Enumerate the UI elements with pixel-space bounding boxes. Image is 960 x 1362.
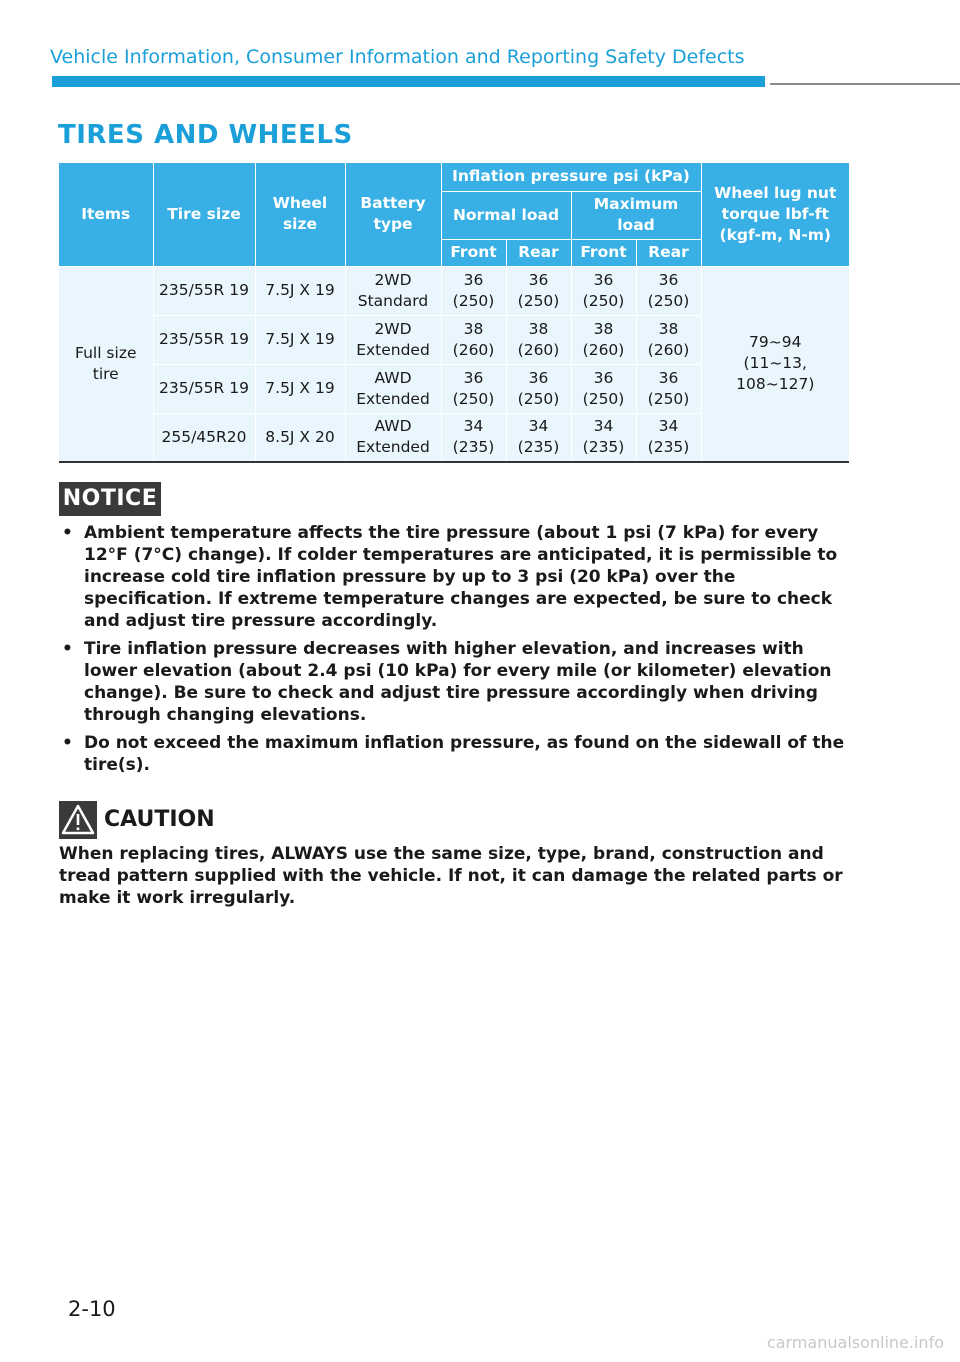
max-front-cell bbox=[571, 364, 636, 413]
list-item bbox=[62, 638, 852, 726]
torque-lbf-ft: 79~94 bbox=[749, 333, 802, 352]
max-rear-cell bbox=[636, 413, 701, 462]
warning-triangle-svg bbox=[59, 801, 97, 839]
battery-type-cell bbox=[345, 413, 441, 462]
bullet: • bbox=[62, 639, 73, 659]
kpa-value: (260) bbox=[517, 340, 560, 359]
watermark: carmanualsonline.info bbox=[766, 1333, 944, 1352]
normal-front-cell bbox=[441, 266, 506, 315]
normal-rear-cell bbox=[506, 413, 571, 462]
max-rear-cell bbox=[636, 266, 701, 315]
battery-range: Extended bbox=[356, 438, 430, 457]
header-normal-load: Normal load bbox=[441, 191, 571, 239]
kpa-value: (260) bbox=[582, 340, 625, 359]
kpa-value: (250) bbox=[452, 291, 495, 310]
header-lug-nut-torque: Wheel lug nut torque lbf-ft (kgf-m, N-m) bbox=[701, 163, 849, 266]
battery-type-cell bbox=[345, 315, 441, 364]
psi-value: 36 bbox=[528, 368, 549, 387]
max-rear-cell bbox=[636, 364, 701, 413]
kpa-value: (235) bbox=[517, 438, 560, 457]
battery-drive: 2WD bbox=[374, 319, 412, 338]
notice-list bbox=[62, 522, 852, 782]
max-front-cell bbox=[571, 413, 636, 462]
bullet: • bbox=[62, 733, 73, 753]
battery-range: Extended bbox=[356, 340, 430, 359]
header-maximum-load: Maximum load bbox=[571, 191, 701, 239]
header-rule-gray bbox=[770, 83, 960, 85]
psi-value: 34 bbox=[593, 417, 614, 436]
kpa-value: (235) bbox=[647, 438, 690, 457]
kpa-value: (250) bbox=[582, 389, 625, 408]
notice-text: Tire inflation pressure decreases with higher elevation, and increases with lower elevation (about 2.4 psi (10 kPa) for every mile (or kilometer) elevation change). Be sure to check and adjust tire pressure accordingly when driving through changing elevations. bbox=[84, 639, 832, 725]
kpa-value: (250) bbox=[517, 291, 560, 310]
header-tire-size: Tire size bbox=[153, 163, 255, 266]
normal-front-cell bbox=[441, 364, 506, 413]
psi-value: 38 bbox=[658, 319, 679, 338]
page-number: 2-10 bbox=[68, 1297, 116, 1321]
table-row bbox=[59, 266, 849, 315]
max-front-cell bbox=[571, 266, 636, 315]
wheel-size-cell: 7.5J X 19 bbox=[255, 266, 345, 315]
tire-size-cell: 235/55R 19 bbox=[153, 364, 255, 413]
battery-type-cell bbox=[345, 364, 441, 413]
normal-front-cell bbox=[441, 315, 506, 364]
header-normal-rear: Rear bbox=[506, 239, 571, 266]
kpa-value: (235) bbox=[582, 438, 625, 457]
header-normal-front: Front bbox=[441, 239, 506, 266]
kpa-value: (250) bbox=[647, 389, 690, 408]
header-rule-blue bbox=[52, 76, 765, 87]
header-inflation-pressure: Inflation pressure psi (kPa) bbox=[441, 163, 701, 191]
caution-label: CAUTION bbox=[104, 807, 215, 832]
normal-rear-cell bbox=[506, 266, 571, 315]
psi-value: 38 bbox=[593, 319, 614, 338]
psi-value: 36 bbox=[658, 270, 679, 289]
kpa-value: (260) bbox=[452, 340, 495, 359]
kpa-value: (250) bbox=[452, 389, 495, 408]
psi-value: 36 bbox=[658, 368, 679, 387]
kpa-value: (250) bbox=[582, 291, 625, 310]
list-item bbox=[62, 522, 852, 632]
caution-text: When replacing tires, ALWAYS use the same size, type, brand, construction and tread pattern supplied with the vehicle. If not, it can damage the related parts or make it work irregularly. bbox=[59, 844, 843, 908]
kpa-value: (260) bbox=[647, 340, 690, 359]
tire-specs-table bbox=[59, 163, 849, 463]
kpa-value: (250) bbox=[647, 291, 690, 310]
header-items: Items bbox=[59, 163, 153, 266]
warning-triangle-icon bbox=[59, 801, 97, 839]
header-max-rear: Rear bbox=[636, 239, 701, 266]
normal-rear-cell bbox=[506, 364, 571, 413]
lug-nut-torque-cell bbox=[701, 266, 849, 462]
kpa-value: (250) bbox=[517, 389, 560, 408]
wheel-size-cell: 7.5J X 19 bbox=[255, 315, 345, 364]
bullet: • bbox=[62, 523, 73, 543]
header-battery-type: Battery type bbox=[345, 163, 441, 266]
section-title: TIRES AND WHEELS bbox=[58, 120, 353, 150]
battery-drive: AWD bbox=[374, 368, 412, 387]
list-item bbox=[62, 732, 852, 776]
normal-rear-cell bbox=[506, 315, 571, 364]
psi-value: 36 bbox=[593, 270, 614, 289]
item-full-size-tire: Full size tire bbox=[59, 266, 153, 462]
tire-size-cell: 255/45R20 bbox=[153, 413, 255, 462]
normal-front-cell bbox=[441, 413, 506, 462]
wheel-size-cell: 8.5J X 20 bbox=[255, 413, 345, 462]
psi-value: 34 bbox=[528, 417, 549, 436]
header-wheel-size: Wheel size bbox=[255, 163, 345, 266]
max-rear-cell bbox=[636, 315, 701, 364]
wheel-size-cell: 7.5J X 19 bbox=[255, 364, 345, 413]
battery-type-cell bbox=[345, 266, 441, 315]
kpa-value: (235) bbox=[452, 438, 495, 457]
notice-text: Do not exceed the maximum inflation pressure, as found on the sidewall of the tire(s). bbox=[84, 733, 845, 775]
psi-value: 36 bbox=[463, 270, 484, 289]
psi-value: 36 bbox=[463, 368, 484, 387]
psi-value: 36 bbox=[528, 270, 549, 289]
tire-size-cell: 235/55R 19 bbox=[153, 315, 255, 364]
notice-badge: NOTICE bbox=[59, 482, 161, 516]
psi-value: 38 bbox=[463, 319, 484, 338]
tire-size-cell: 235/55R 19 bbox=[153, 266, 255, 315]
max-front-cell bbox=[571, 315, 636, 364]
torque-metric: (11~13, 108~127) bbox=[736, 354, 815, 394]
running-header: Vehicle Information, Consumer Information and Reporting Safety Defects bbox=[50, 46, 745, 68]
header-max-front: Front bbox=[571, 239, 636, 266]
psi-value: 36 bbox=[593, 368, 614, 387]
psi-value: 34 bbox=[658, 417, 679, 436]
battery-range: Extended bbox=[356, 389, 430, 408]
battery-drive: AWD bbox=[374, 417, 412, 436]
notice-text: Ambient temperature affects the tire pressure (about 1 psi (7 kPa) for every 12°F (7°C) change). If colder temperatures are anticipated, it is permissible to increase cold tire inflation pressure by up to 3 psi (20 kPa) over the specification. If extreme temperature changes are expected, be sure to check and adjust tire pressure accordingly. bbox=[84, 523, 838, 631]
battery-range: Standard bbox=[357, 291, 429, 310]
battery-drive: 2WD bbox=[374, 270, 412, 289]
psi-value: 34 bbox=[463, 417, 484, 436]
psi-value: 38 bbox=[528, 319, 549, 338]
